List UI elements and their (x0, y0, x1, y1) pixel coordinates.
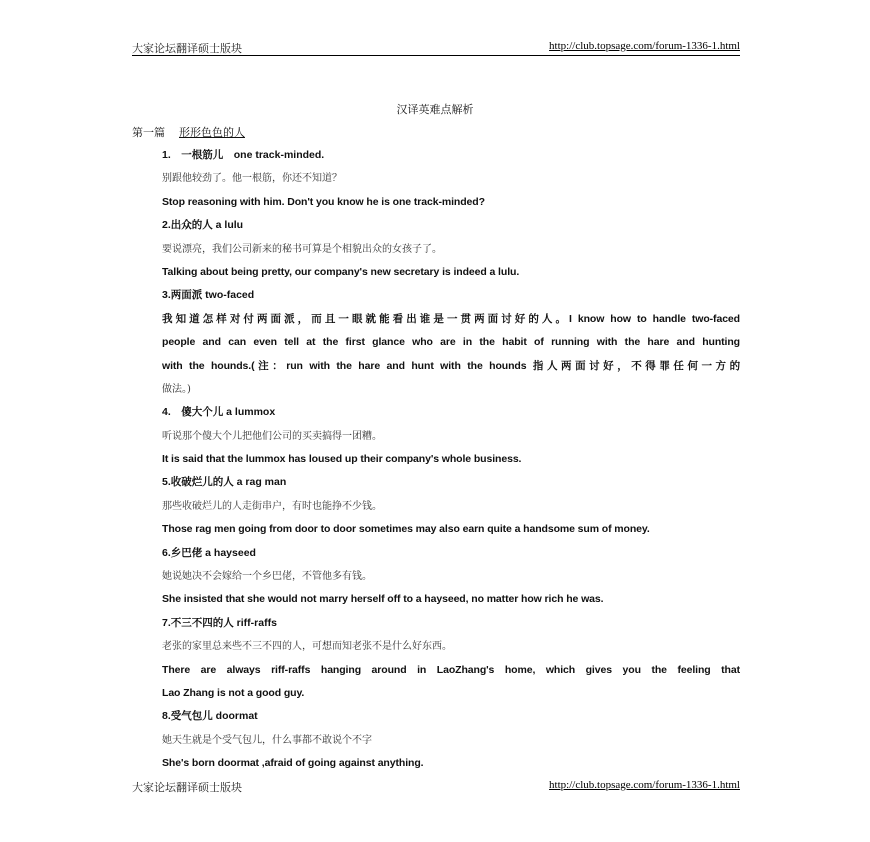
page-header (132, 40, 740, 54)
english-sentence: Those rag men going from door to door sometimes may also earn quite a handsome sum of money. (162, 523, 650, 536)
footer-url-link[interactable]: http://club.topsage.com/forum-1336-1.html (549, 779, 740, 791)
footer-site-name: 大家论坛翻译硕士版块 (132, 781, 242, 794)
english-sentence: There are always riff-raffs hanging around in LaoZhang's home, which gives you the feeling that (162, 663, 740, 676)
entry-heading: 3.两面派 two-faced (162, 289, 255, 302)
english-sentence: Lao Zhang is not a good guy. (162, 686, 305, 699)
english-sentence: Talking about being pretty, our company's new secretary is indeed a lulu. (162, 265, 520, 278)
chinese-sentence: 做法。) (162, 383, 191, 395)
document-body (162, 144, 740, 776)
chapter-heading (132, 124, 245, 140)
chapter-name: 形形色色的人 (179, 126, 245, 139)
header-divider (132, 55, 740, 56)
chapter-label: 第一篇 (132, 126, 165, 139)
english-sentence: with the hounds.(注：run with the hare and hunt with the hounds 指人两面讨好，不得罪任何一方的 (162, 359, 740, 372)
document-title: 汉译英难点解析 (396, 103, 474, 116)
english-sentence: It is said that the lummox has loused up their company's whole business. (162, 453, 522, 466)
entry-heading: 5.收破烂儿的人 a rag man (162, 476, 287, 489)
entry-heading: 7.不三不四的人 riff-raffs (162, 616, 277, 629)
english-sentence: Stop reasoning with him. Don't you know he is one track-minded? (162, 195, 485, 208)
english-sentence: She insisted that she would not marry herself off to a hayseed, no matter how rich he was. (162, 593, 604, 606)
entry-heading: 2.出众的人 a lulu (162, 219, 244, 232)
entry-heading: 6.乡巴佬 a hayseed (162, 546, 256, 559)
english-sentence: people and can even tell at the first glance who are in the habit of running with the hare and hunting (162, 336, 740, 349)
entry-heading: 8.受气包儿 doormat (162, 710, 258, 723)
chinese-sentence: 老张的家里总来些不三不四的人，可想而知老张不是什么好东西。 (162, 641, 452, 653)
header-site-name: 大家论坛翻译硕士版块 (132, 42, 242, 55)
page-footer (132, 779, 740, 793)
chinese-sentence: 要说漂亮，我们公司新来的秘书可算是个相貌出众的女孩子了。 (162, 243, 442, 255)
chinese-sentence: 她说她决不会嫁给一个乡巴佬，不管他多有钱。 (162, 571, 372, 583)
mixed-sentence: 我知道怎样对付两面派，而且一眼就能看出谁是一贯两面讨好的人。I know how to handle two-faced (162, 312, 740, 325)
chinese-sentence: 听说那个傻大个儿把他们公司的买卖搞得一团糟。 (162, 430, 382, 442)
chinese-sentence: 她天生就是个受气包儿，什么事都不敢说个不字 (162, 734, 372, 746)
header-url-link[interactable]: http://club.topsage.com/forum-1336-1.html (549, 40, 740, 52)
entry-heading: 4. 傻大个儿 a lummox (162, 406, 276, 419)
english-sentence: She's born doormat ,afraid of going against anything. (162, 757, 424, 770)
chinese-sentence: 别跟他较劲了。他一根筋，你还不知道？ (162, 173, 342, 185)
chinese-sentence: 那些收破烂儿的人走街串户，有时也能挣不少钱。 (162, 500, 382, 512)
entry-heading: 1. 一根筋儿 one track-minded. (162, 149, 325, 161)
